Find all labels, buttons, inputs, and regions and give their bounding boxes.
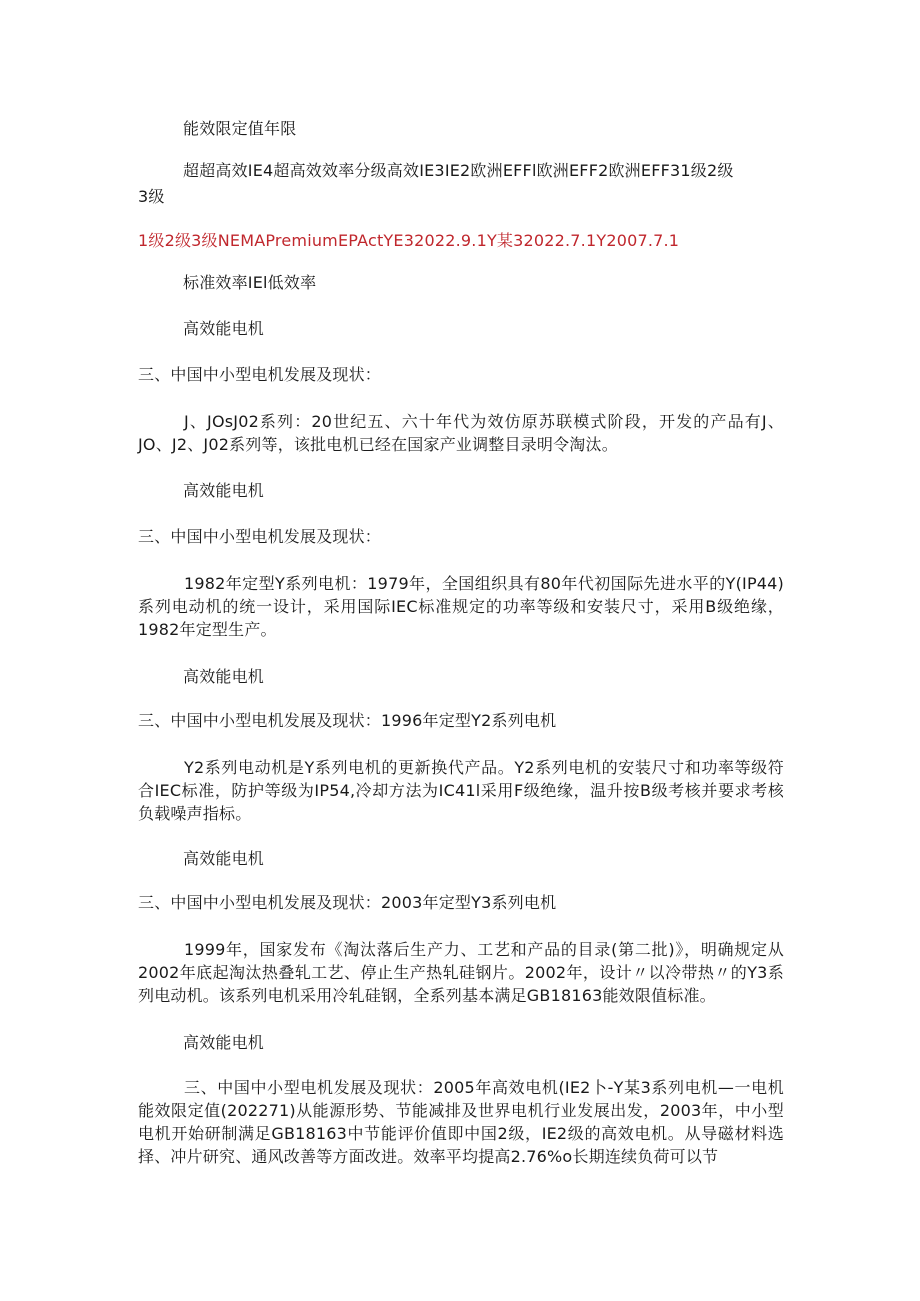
section-subtitle: 三、中国中小型电机发展及现状： xyxy=(138,527,382,546)
section-subtitle: 三、中国中小型电机发展及现状：2003年定型Y3系列电机 xyxy=(138,893,557,912)
section-title: 高效能电机 xyxy=(183,481,265,500)
section-subtitle: 三、中国中小型电机发展及现状： xyxy=(138,365,382,384)
section-title: 高效能电机 xyxy=(183,667,265,686)
paragraph-ie2-motors: 三、中国中小型电机发展及现状：2005年高效电机(IE2卜-Y某3系列电机—一电机能效限定值(202271)从能源形势、节能减排及世界电机行业发展出发，2003年，中小型电机开始研制满足GB18163中节能评价值即中国2级，IE2级的高效电机。从导磁材料选择、冲片研究、通风改善等方面改进。效率平均提高2.76%o长期连续负荷可以节 xyxy=(138,1078,784,1166)
section-title: 高效能电机 xyxy=(183,849,265,868)
section-title: 高效能电机 xyxy=(183,319,265,338)
paragraph-y3-series: 1999年，国家发布《淘汰落后生产力、工艺和产品的目录(第二批)》，明确规定从2002年底起淘汰热叠轧工艺、停止生产热轧硅钢片。2002年，设计〃以冷带热〃的Y3系列电动机。该系列电机采用冷轧硅钢，全系列基本满足GB18163能效限值标准。 xyxy=(138,940,784,1005)
efficiency-dates-line: 1级2级3级NEMAPremiumEPActYE32022.9.1Y某32022.7.1Y2007.7.1 xyxy=(138,231,680,250)
heading-efficiency-limit-years: 能效限定值年限 xyxy=(183,119,297,138)
efficiency-class-line: 超超高效IE4超高效效率分级高效IE3IE2欧洲EFFl欧洲EFF2欧洲EFF31级2级 xyxy=(183,161,734,180)
section-title: 高效能电机 xyxy=(183,1033,265,1052)
efficiency-class-line-continued: 3级 xyxy=(138,187,165,206)
paragraph-y-series: 1982年定型Y系列电机：1979年，全国组织具有80年代初国际先进水平的Y(IP44)系列电动机的统一设计，采用国际IEC标准规定的功率等级和安装尺寸，采用B级绝缘，1982年定型生产。 xyxy=(138,574,784,639)
section-subtitle: 三、中国中小型电机发展及现状：1996年定型Y2系列电机 xyxy=(138,711,557,730)
paragraph-y2-series: Y2系列电动机是Y系列电机的更新换代产品。Y2系列电机的安装尺寸和功率等级符合IEC标准，防护等级为IP54,冷却方法为IC41l采用F级绝缘，温升按B级考核并要求考核负载噪声指标。 xyxy=(138,758,784,823)
standard-efficiency-line: 标准效率IEl低效率 xyxy=(183,273,317,292)
paragraph-j-series: J、JOsJ02系列：20世纪五、六十年代为效仿原苏联模式阶段，开发的产品有J、JO、J2、J02系列等，该批电机已经在国家产业调整目录明令淘汰。 xyxy=(138,412,784,454)
